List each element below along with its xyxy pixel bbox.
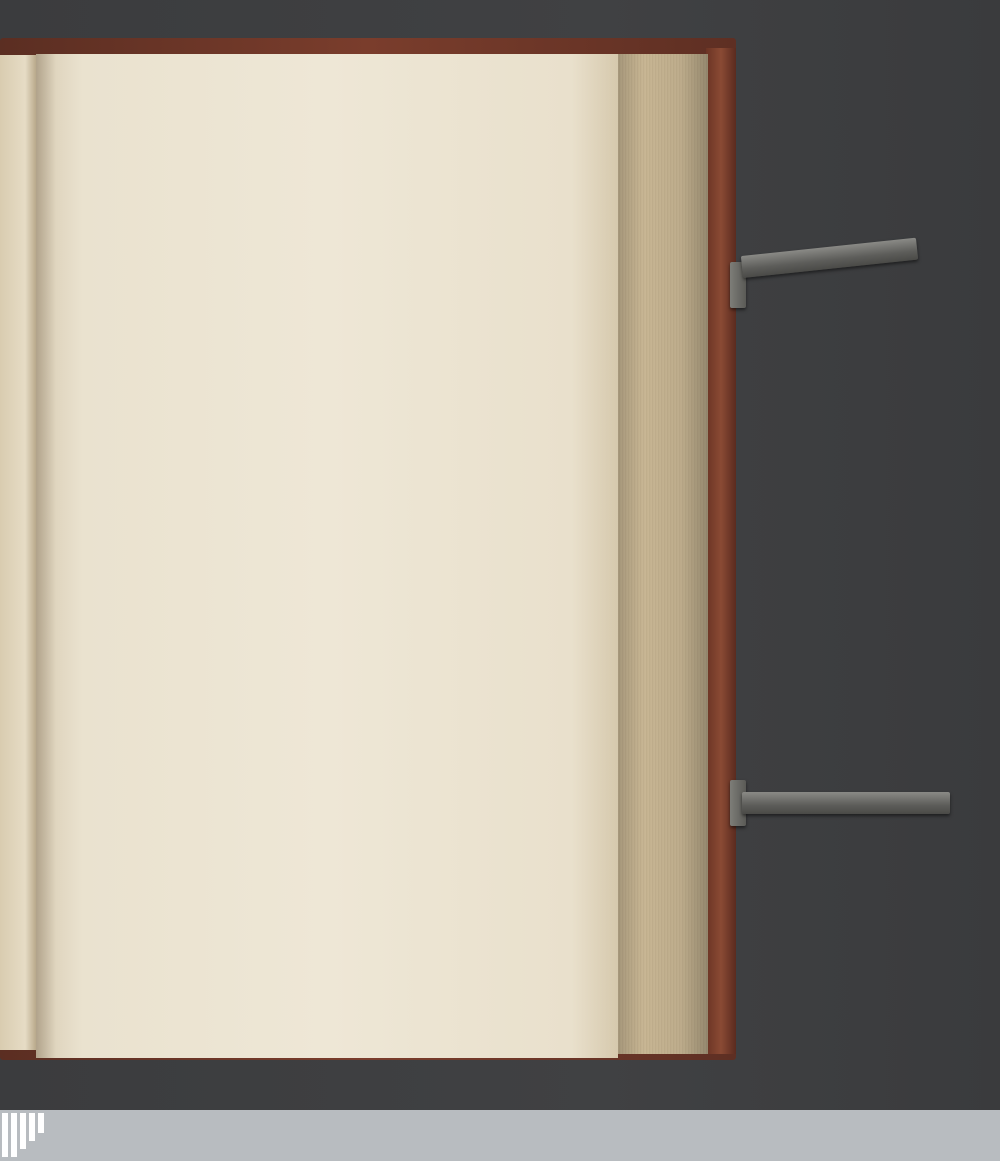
left-page xyxy=(0,55,36,1050)
lower-clasp xyxy=(742,792,950,814)
upper-clasp xyxy=(741,238,918,278)
library-logo-icon xyxy=(2,1113,46,1157)
right-page xyxy=(36,54,618,1058)
footer-bar xyxy=(0,1110,1000,1161)
book-board-edge xyxy=(706,48,736,1054)
gutter-shadow xyxy=(36,54,56,1058)
page-fore-edge xyxy=(616,54,708,1054)
